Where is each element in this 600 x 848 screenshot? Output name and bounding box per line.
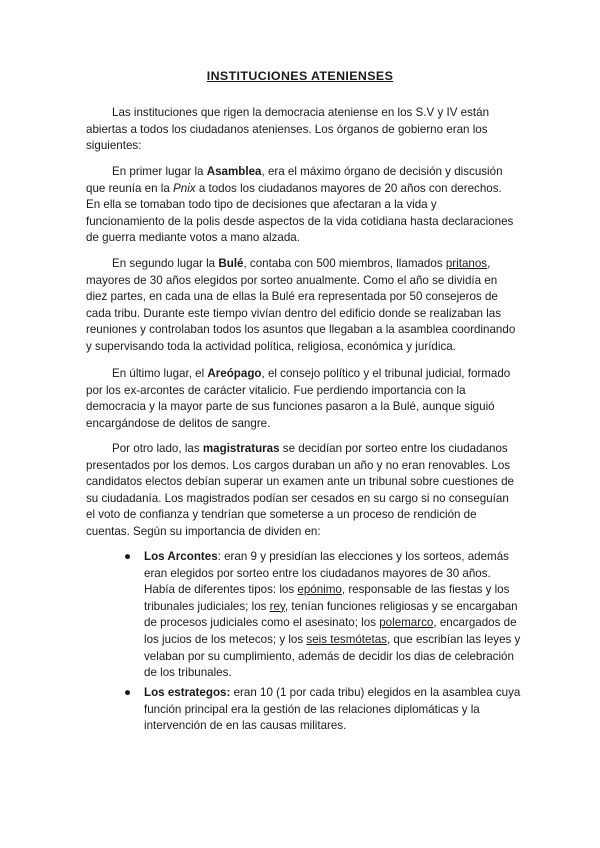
pritanos-term: pritanos: [445, 257, 488, 270]
magistraturas-term: magistraturas: [202, 442, 280, 455]
bule-term: Bulé: [218, 257, 244, 270]
polemarco-term: polemarco: [379, 616, 434, 630]
bullet-icon: ●: [124, 550, 132, 563]
asamblea-term: Asamblea: [206, 165, 262, 178]
intro-paragraph: Las instituciones que rigen la democracia ateniense en los S.V y IV están abiertas a todos los ciudadanos atenienses. Los órganos de gobierno eran los siguientes:: [86, 106, 490, 153]
list-item: ● Los estrategos: eran 10 (1 por cada tribu) elegidos en la asamblea cuya función principal era la gestión de las relaciones diplomáticas y la intervención de en las causas militares.: [124, 686, 521, 733]
tesmotetas-term: seis tesmótetas: [306, 632, 387, 646]
page-title: INSTITUCIONES ATENIENSES: [206, 69, 394, 83]
areopago-paragraph: En último lugar, el Areópago, el consejo político y el tribunal judicial, formado por los ex-arcontes de carácter vitalicio. Fue perdiendo importancia con la democracia y la mayor parte de sus funciones pasaron a la Bulé, aunque siguió encargándose de delitos de sangre.: [86, 367, 511, 430]
asamblea-paragraph: En primer lugar la Asamblea, era el máximo órgano de decisión y discusión que reunía en la Pnix a todos los ciudadanos mayores de 20 años con derechos. En ella se tomaban todo tipo de decisiones que afectaran a la vida y funcionamiento de la polis desde aspectos de la vida cotidiana hasta declaraciones de guerra mediante votos a mano alzada.: [86, 165, 514, 245]
bullet-icon: ●: [124, 686, 132, 699]
estrategos-term: Los estrategos:: [144, 686, 231, 699]
magistraturas-paragraph: Por otro lado, las magistraturas se decidían por sorteo entre los ciudadanos presentados por los demos. Los cargos duraban un año y no eran renovables. Los candidatos electos debían superar un examen ante un tribunal sobre cuestiones de su ciudadanía. Los magistrados podían ser cesados en su cargo si no conseguían el voto de confianza y tendrían que someterse a un proceso de rendición de cuentas. Según su importancia de dividen en:: [86, 442, 514, 538]
areopago-term: Areópago: [207, 367, 262, 380]
list-item: ● Los Arcontes: eran 9 y presidían las elecciones y los sorteos, además eran elegidos por sorteo entre los ciudadanos mayores de 30 años. Había de diferentes tipos: los epónimo, responsable de las fiestas y los tribunales judiciales; los rey, tenían funciones religiosas y se encargaban de procesos judiciales como el asesinato; los polemarco, encargados de los jucios de los metecos; y los seis tesmótetas, que escribían las leyes y velaban por su cumplimiento, además de decidir los dias de celebración de los tribunales.: [124, 550, 521, 680]
arcontes-term: Los Arcontes: [144, 550, 218, 563]
magistrates-list: [124, 549, 524, 682]
magistrates-list-2: [124, 685, 524, 735]
bule-paragraph: En segundo lugar la Bulé, contaba con 500 miembros, llamados pritanos, mayores de 30 años elegidos por sorteo anualmente. Como el año se dividía en diez partes, en cada una de ellas la Bulé era representada por 50 consejeros de cada tribu. Durante este tiempo vivían dentro del edificio donde se realizaban las reuniones y controlaban todos los asuntos que llegaban a la asamblea coordinando y supervisando toda la actividad política, religiosa, económica y jurídica.: [86, 257, 516, 353]
rey-term: rey: [269, 599, 285, 613]
pnix-term: Pnix: [173, 181, 196, 195]
eponimo-term: epónimo: [297, 583, 342, 597]
